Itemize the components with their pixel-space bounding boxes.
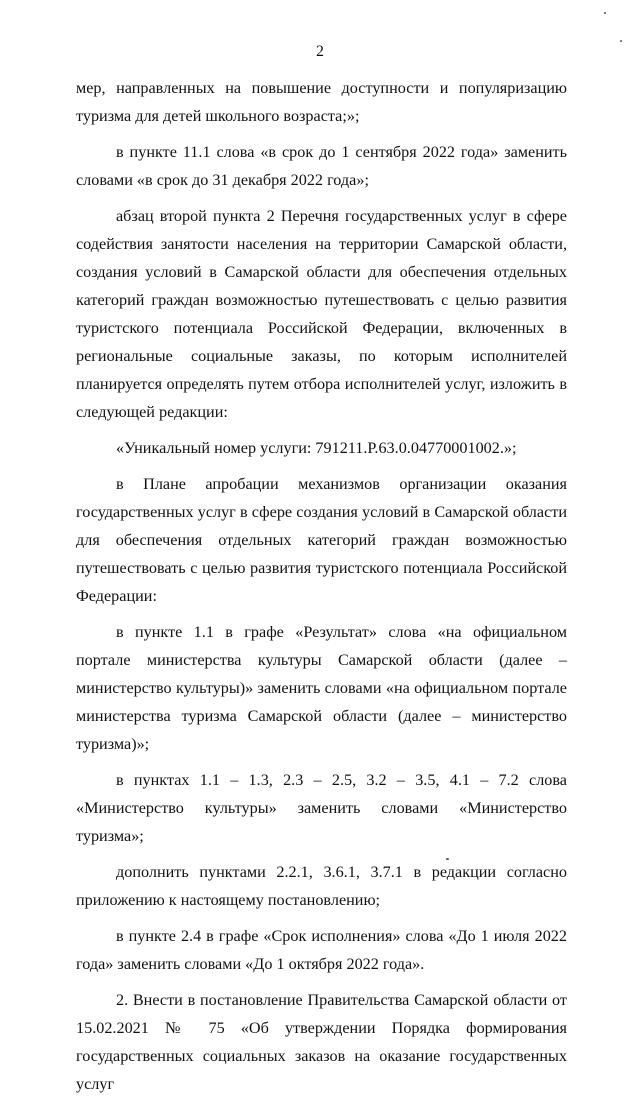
page-number: 2 xyxy=(316,43,324,60)
paragraph: дополнить пунктами 2.2.1, 3.6.1, 3.7.1 в редакции согласно приложению к настоящему постановлению; xyxy=(76,863,567,909)
scan-speck xyxy=(620,40,622,42)
paragraph: «Уникальный номер услуги: 791211.Р.63.0.04770001002.»; xyxy=(116,439,517,457)
paragraph: в Плане апробации механизмов организации оказания государственных услуг в сфере создания условий в Самарской области для обеспечения отдельных категорий граждан возможностью путешествовать с целью развития туристского потенциала Российской Федерации: xyxy=(76,475,567,605)
paragraph: в пунктах 1.1 – 1.3, 2.3 – 2.5, 3.2 – 3.5, 4.1 – 7.2 слова «Министерство культуры» заменить словами «Министерство туризма»; xyxy=(76,771,567,845)
document-body xyxy=(76,74,567,1098)
paragraph: абзац второй пункта 2 Перечня государственных услуг в сфере содействия занятости населения на территории Самарской области, создания условий в Самарской области для обеспечения отдельных категорий граждан возможностью путешествовать с целью развития туристского потенциала Российской Федерации, включенных в региональные социальные заказы, по которым исполнителей планируется определять путем отбора исполнителей услуг, изложить в следующей редакции: xyxy=(76,207,567,421)
paragraph: в пункте 2.4 в графе «Срок исполнения» слова «До 1 июля 2022 года» заменить словами «До 1 октября 2022 года». xyxy=(76,927,567,973)
paragraph: в пункте 11.1 слова «в срок до 1 сентября 2022 года» заменить словами «в срок до 31 декабря 2022 года»; xyxy=(76,143,567,189)
paragraph: в пункте 1.1 в графе «Результат» слова «на официальном портале министерства культуры Самарской области (далее – министерство культуры)» заменить словами «на официальном портале министерства туризма Самарской области (далее – министерство туризма)»; xyxy=(76,623,567,753)
scan-speck xyxy=(446,858,449,860)
scan-speck xyxy=(604,12,606,14)
paragraph: мер, направленных на повышение доступности и популяризацию туризма для детей школьного возраста;»; xyxy=(76,79,567,125)
paragraph: 2. Внести в постановление Правительства Самарской области от 15.02.2021 № 75 «Об утверждении Порядка формирования государственных социальных заказов на оказание государственных услуг xyxy=(76,991,567,1093)
